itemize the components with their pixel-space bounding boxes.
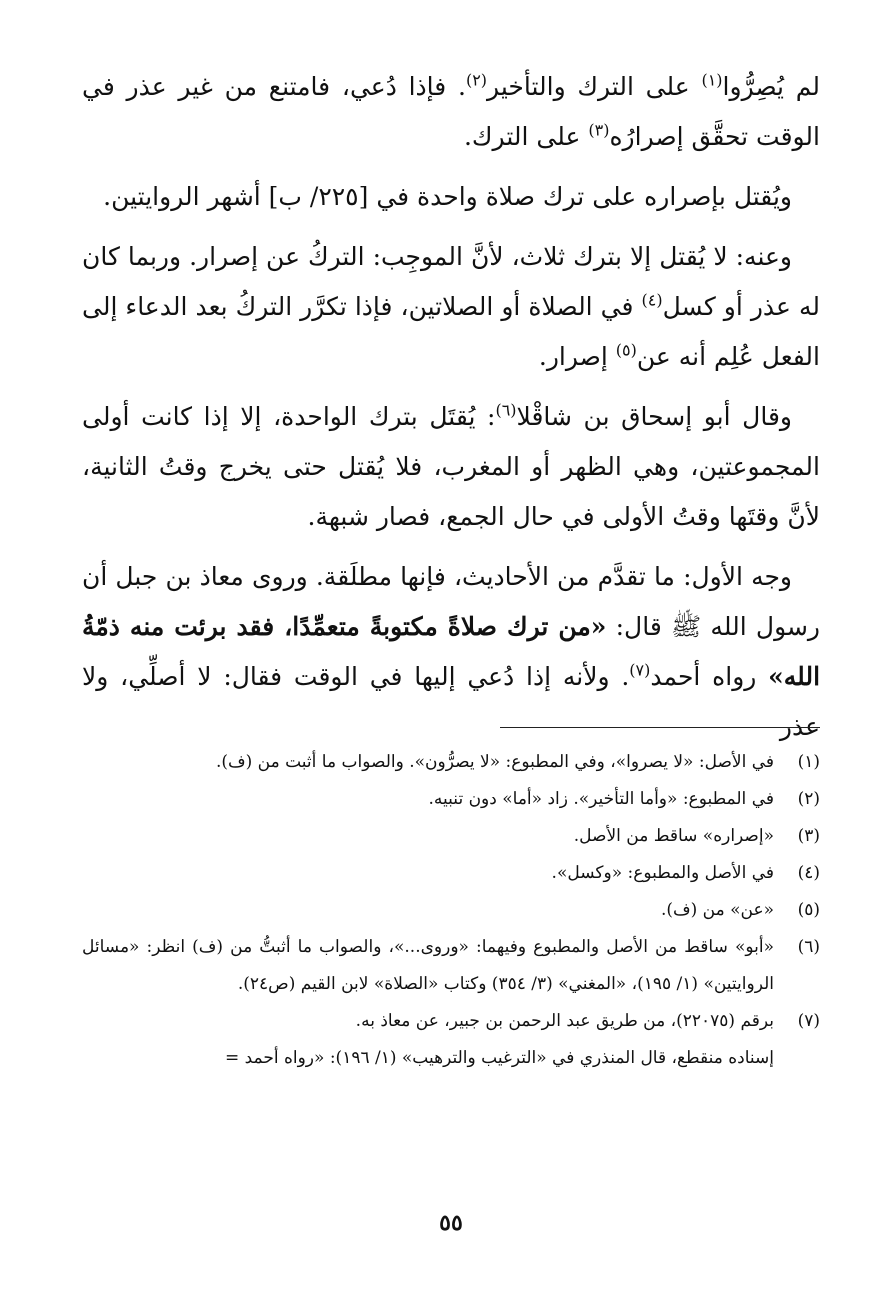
paragraph-1 <box>82 62 820 162</box>
footnote-2 <box>82 781 820 818</box>
footnote-3 <box>82 818 820 855</box>
text-run: إصرار. <box>538 342 616 371</box>
paragraph-4 <box>82 392 820 542</box>
footnote-5 <box>82 892 820 929</box>
footnote-number: (٢) <box>797 789 820 809</box>
footnote-ref-2[interactable]: (٢) <box>465 70 488 90</box>
text-run: وقال أبو إسحاق بن شاقْلا <box>516 402 792 431</box>
footnote-text: «عن» من (ف). <box>660 900 774 920</box>
text-run: على الترك والتأخير <box>487 72 702 101</box>
footnote-1 <box>82 744 820 781</box>
footnote-text: في الأصل: «لا يصروا»، وفي المطبوع: «لا يصرُّون». والصواب ما أثبت من (ف). <box>215 752 774 772</box>
footnote-text: في المطبوع: «وأما التأخير». زاد «أما» دون تنبيه. <box>428 789 774 809</box>
footnote-ref-7[interactable]: (٧) <box>629 660 651 680</box>
footnote-ref-6[interactable]: (٦) <box>495 400 517 420</box>
paragraph-2: ويُقتل بإصراره على ترك صلاة واحدة في [٢٢٥/ ب] أشهر الروايتين. <box>103 182 792 211</box>
paragraph-5 <box>82 552 820 752</box>
text-run: لم يُصِرُّوا <box>722 72 821 101</box>
text-run: رواه أحمد <box>650 662 769 691</box>
footnotes <box>82 744 820 1077</box>
text-run: : يُقتَل بترك الواحدة، إلا إذا كانت أولى المجموعتين، وهي الظهر أو المغرب، فلا يُقتل حتى يخرج وقتُ الثانية، لأنَّ وقتَها وقتُ الأولى في حال الجمع، فصار شبهة. <box>82 402 820 531</box>
text-run: في الصلاة أو الصلاتين، فإذا تكرَّر التركُ بعد الدعاء إلى الفعل عُلِم أنه عن <box>82 292 820 371</box>
text-run: . ولأنه إذا دُعي إليها في الوقت فقال: لا أصلِّي، ولا عذر <box>82 662 820 741</box>
hadith-quote: «من ترك صلاةً مكتوبةً متعمِّدًا، فقد برئت منه ذمّةُ الله» <box>82 612 821 691</box>
paragraph-3 <box>82 232 820 382</box>
footnote-number: (٧) <box>797 1011 820 1031</box>
footnote-ref-3[interactable]: (٣) <box>588 120 610 140</box>
footnote-number: (٣) <box>797 826 820 846</box>
text-run: . فإذا دُعي، فامتنع من غير عذر في الوقت تحقَّق إصرارُه <box>82 72 820 151</box>
footnote-number: (٤) <box>797 863 820 883</box>
footnote-text: «إصراره» ساقط من الأصل. <box>573 826 774 846</box>
footnote-text: في الأصل والمطبوع: «وكسل». <box>551 863 774 883</box>
footnote-4 <box>82 855 820 892</box>
footnote-ref-5[interactable]: (٥) <box>615 340 637 360</box>
footnote-text: «أبو» ساقط من الأصل والمطبوع وفيهما: «وروى...»، والصواب ما أثبتُّ من (ف) انظر: «مسائل الروايتين» (١/ ١٩٥)، «المغني» (٣/ ٣٥٤) وكتاب «الصلاة» لابن القيم (ص٢٤). <box>82 937 774 994</box>
text-run: وجه الأول: ما تقدَّم من الأحاديث، فإنها مطلَقة. وروى معاذ بن جبل أن رسول الله ﷺ قال: <box>82 562 821 641</box>
footnote-text: برقم (٢٢٠٧٥)، من طريق عبد الرحمن بن جبير، عن معاذ به. <box>355 1011 774 1031</box>
page-number: ٥٥ <box>439 1210 463 1236</box>
footnote-continuation: إسناده منقطع، قال المنذري في «الترغيب والترهيب» (١/ ١٩٦): «رواه أحمد = <box>224 1048 774 1068</box>
text-run: على الترك. <box>463 122 589 151</box>
book-page <box>82 62 820 1290</box>
footnote-6 <box>82 929 820 1003</box>
footnote-number: (٦) <box>797 937 820 957</box>
footnote-separator <box>500 727 820 728</box>
footnote-number: (١) <box>797 752 820 772</box>
footnote-ref-4[interactable]: (٤) <box>641 290 663 310</box>
footnote-number: (٥) <box>797 900 820 920</box>
footnote-7 <box>82 1003 820 1040</box>
main-text <box>82 62 820 752</box>
footnote-ref-1[interactable]: (١) <box>701 70 723 90</box>
text-run: وعنه: لا يُقتل إلا بترك ثلاث، لأنَّ الموجِب: التركُ عن إصرار. وربما كان له عذر أو كسل <box>82 242 820 321</box>
